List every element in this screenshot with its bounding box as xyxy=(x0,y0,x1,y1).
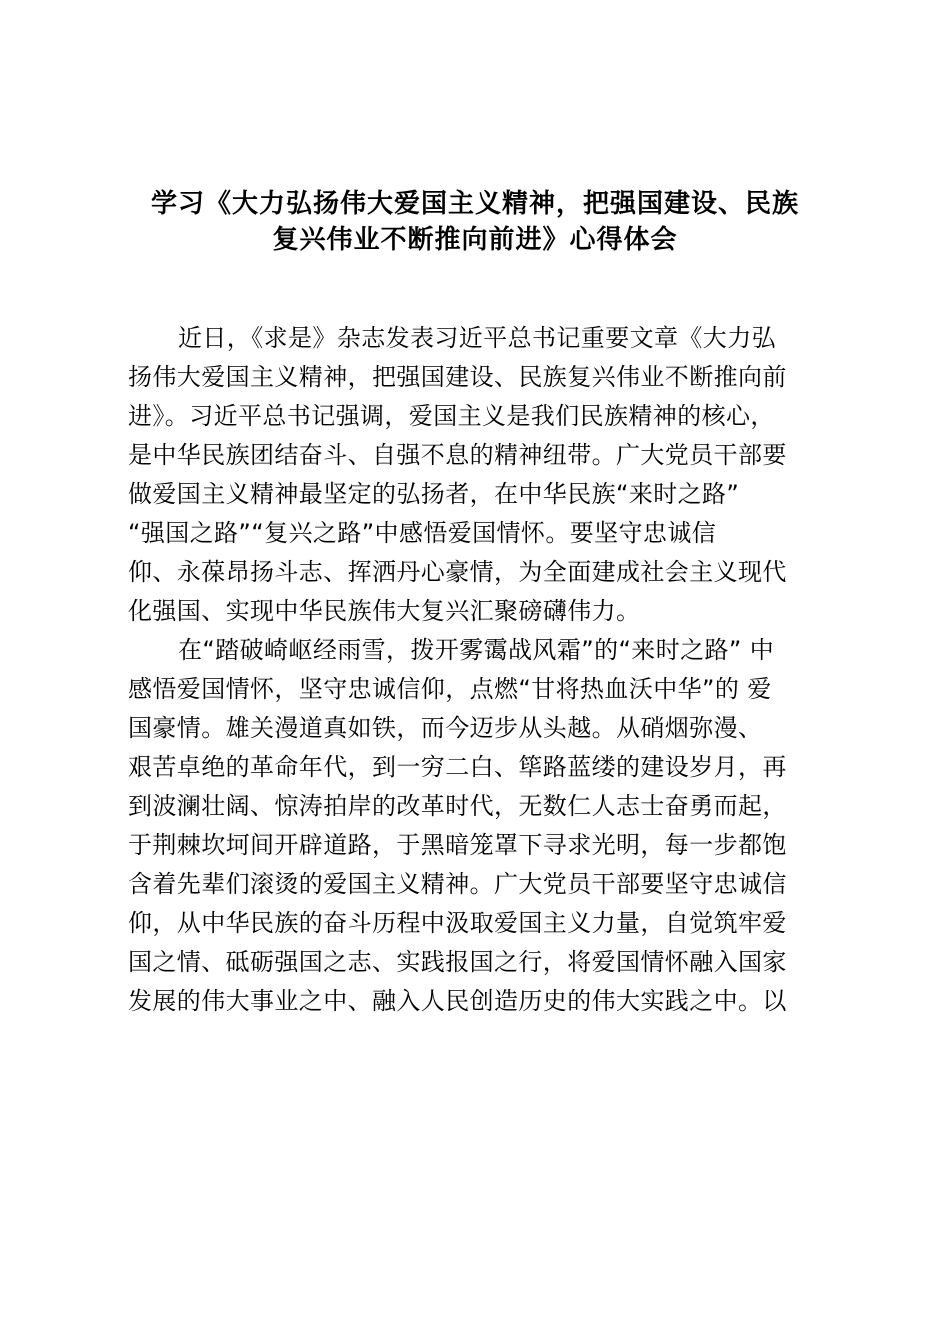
paragraph-line: 于荆棘坎坷间开辟道路，于黑暗笼罩下寻求光明，每一步都饱 xyxy=(128,831,787,859)
paragraph-line: 扬伟大爱国主义精神，把强国建设、民族复兴伟业不断推向前 xyxy=(128,363,787,391)
title-line-1: 学习《大力弘扬伟大爱国主义精神，把强国建设、民族 xyxy=(150,189,799,219)
paragraph-line: 发展的伟大事业之中、融入人民创造历史的伟大实践之中。以 xyxy=(128,987,787,1015)
paragraph-line: 化强国、实现中华民族伟大复兴汇聚磅礴伟力。 xyxy=(128,597,641,625)
paragraph-line: 仰、永葆昂扬斗志、挥洒丹心豪情，为全面建成社会主义现代 xyxy=(128,558,787,586)
document-body xyxy=(128,319,840,1021)
title-line-2: 复兴伟业不断推向前进》心得体会 xyxy=(272,225,678,255)
paragraph-line: 是中华民族团结奋斗、自强不息的精神纽带。广大党员干部要 xyxy=(128,441,787,469)
paragraph-line: 在“踏破崎岖经雨雪，拨开雾霭战风霜”的“来时之路” 中 xyxy=(178,636,775,664)
paragraph-line: 做爱国主义精神最坚定的弘扬者，在中华民族“来时之路” xyxy=(128,480,740,508)
paragraph-line: 仰，从中华民族的奋斗历程中汲取爱国主义力量，自觉筑牢爱 xyxy=(128,909,787,937)
paragraph-line: 近日，《求是》杂志发表习近平总书记重要文章《大力弘 xyxy=(178,324,776,352)
paragraph-line: “强国之路”“复兴之路”中感悟爱国情怀。要坚守忠诚信 xyxy=(128,519,717,547)
paragraph-line: 感悟爱国情怀，坚守忠诚信仰，点燃“甘将热血沃中华”的 爱 xyxy=(128,675,772,703)
paragraph-line: 国之情、砥砺强国之志、实践报国之行，将爱国情怀融入国家 xyxy=(128,948,787,976)
paragraph-1 xyxy=(128,319,840,631)
paragraph-line: 进》。习近平总书记强调，爱国主义是我们民族精神的核心， xyxy=(128,402,775,430)
paragraph-line: 艰苦卓绝的革命年代，到一穷二白、筚路蓝缕的建设岁月，再 xyxy=(128,753,787,781)
document-title xyxy=(110,186,840,258)
paragraph-line: 到波澜壮阔、惊涛拍岸的改革时代，无数仁人志士奋勇而起， xyxy=(128,792,787,820)
paragraph-2 xyxy=(128,631,840,1021)
paragraph-line: 国豪情。雄关漫道真如铁，而今迈步从头越。从硝烟弥漫、 xyxy=(128,714,763,742)
paragraph-line: 含着先辈们滚烫的爱国主义精神。广大党员干部要坚守忠诚信 xyxy=(128,870,787,898)
